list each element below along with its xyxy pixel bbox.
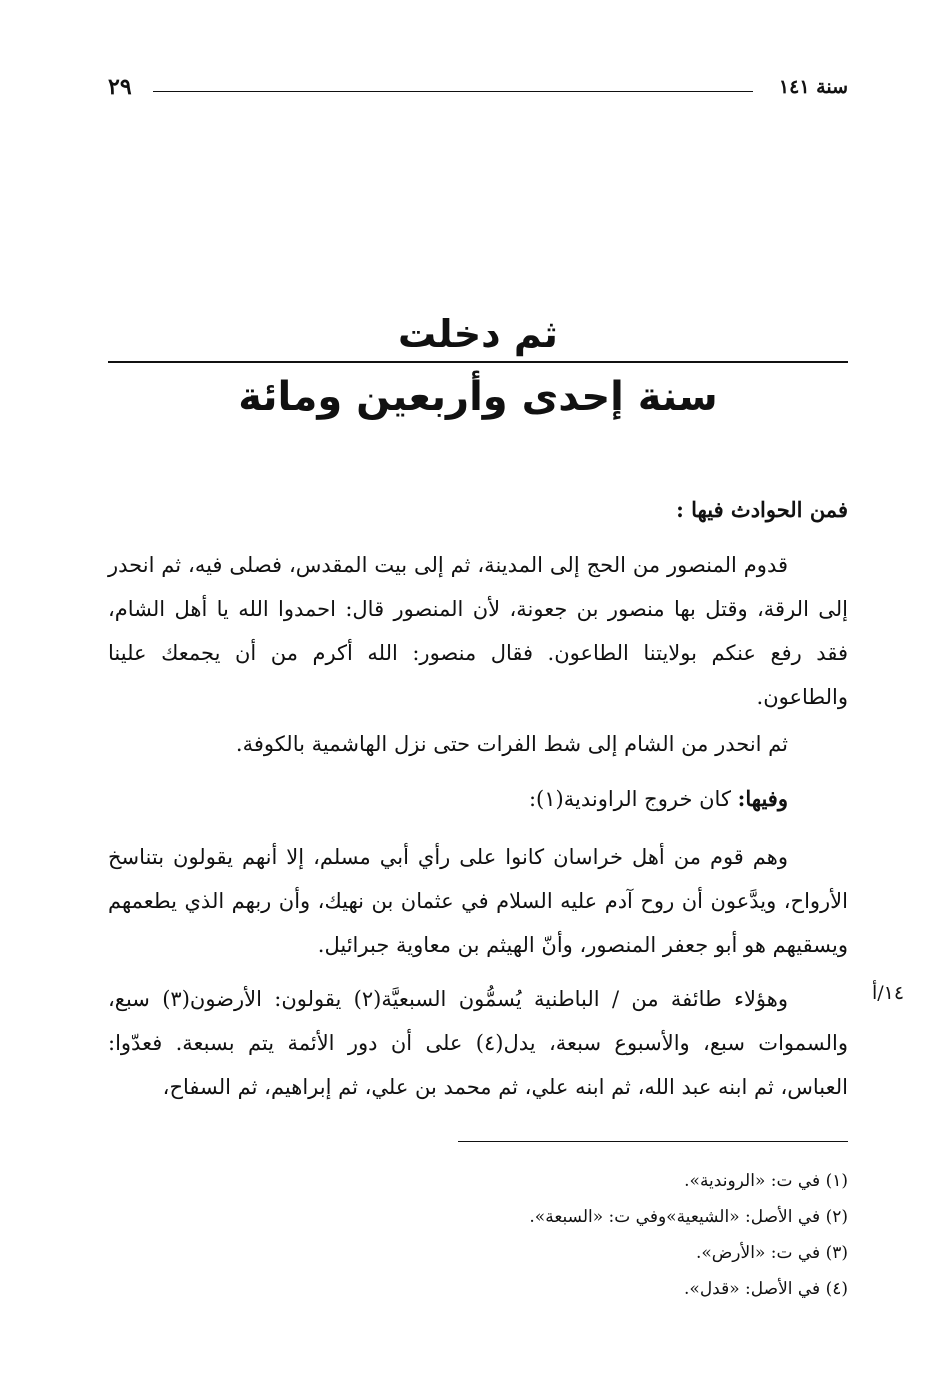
paragraph-1: قدوم المنصور من الحج إلى المدينة، ثم إلى بيت المقدس، فصلى فيه، ثم انحدر إلى الرقة، وقتل بها منصور بن جعونة، لأن المنصور قال: احمدوا الله يا أهل الشام، فقد رفع عنكم بولايتنا الطاعون. فقال منصور: الله أكرم من أن يجمعك علينا والطاعون. xyxy=(108,553,848,709)
chapter-title-bottom: سنة إحدى وأربعين ومائة xyxy=(238,374,718,420)
running-head xyxy=(108,76,848,104)
manuscript-folio-note: ١٤/أ xyxy=(871,982,905,1004)
running-head-rule xyxy=(153,91,753,92)
paragraph-3-text: كان خروج الراوندية(١): xyxy=(528,787,731,811)
paragraph-2: ثم انحدر من الشام إلى شط الفرات حتى نزل الهاشمية بالكوفة. xyxy=(235,732,788,756)
footnote-4: (٤) في الأصل: «قدل». xyxy=(684,1279,848,1299)
chapter-title-top: ثم دخلت xyxy=(398,312,558,356)
chapter-title-rule xyxy=(108,361,848,363)
paragraph-5: وهؤلاء طائفة من / الباطنية يُسمُّون السبعيَّة(٢) يقولون: الأرضون(٣) سبع، والسموات سبع، والأسبوع سبعة، يدل(٤) على أن دور الأئمة يتم بسبعة. فعدّوا: العباس، ثم ابنه عبد الله، ثم ابنه علي، ثم محمد بن علي، ثم إبراهيم، ثم السفاح، xyxy=(108,987,848,1099)
footnote-3: (٣) في ت: «الأرض». xyxy=(695,1243,848,1263)
running-head-title: سنة ١٤١ xyxy=(778,76,848,98)
footnote-rule xyxy=(458,1141,848,1142)
footnote-1: (١) في ت: «الروندية». xyxy=(684,1171,848,1191)
section-heading: فمن الحوادث فيها : xyxy=(676,497,848,522)
footnote-2: (٢) في الأصل: «الشيعية»وفي ت: «السبعة». xyxy=(529,1207,848,1227)
footnotes xyxy=(108,1163,848,1307)
page-number: ٢٩ xyxy=(108,74,132,100)
paragraph-3 xyxy=(108,777,848,821)
paragraph-3-lead: وفيها: xyxy=(737,786,788,811)
paragraph-4: وهم قوم من أهل خراسان كانوا على رأي أبي مسلم، إلا أنهم يقولون بتناسخ الأرواح، ويدَّعون أن روح آدم عليه السلام في عثمان بن نهيك، وأن ربهم الذي يطعمهم ويسقيهم هو أبو جعفر المنصور، وأنّ الهيثم بن معاوية جبرائيل. xyxy=(108,845,848,957)
